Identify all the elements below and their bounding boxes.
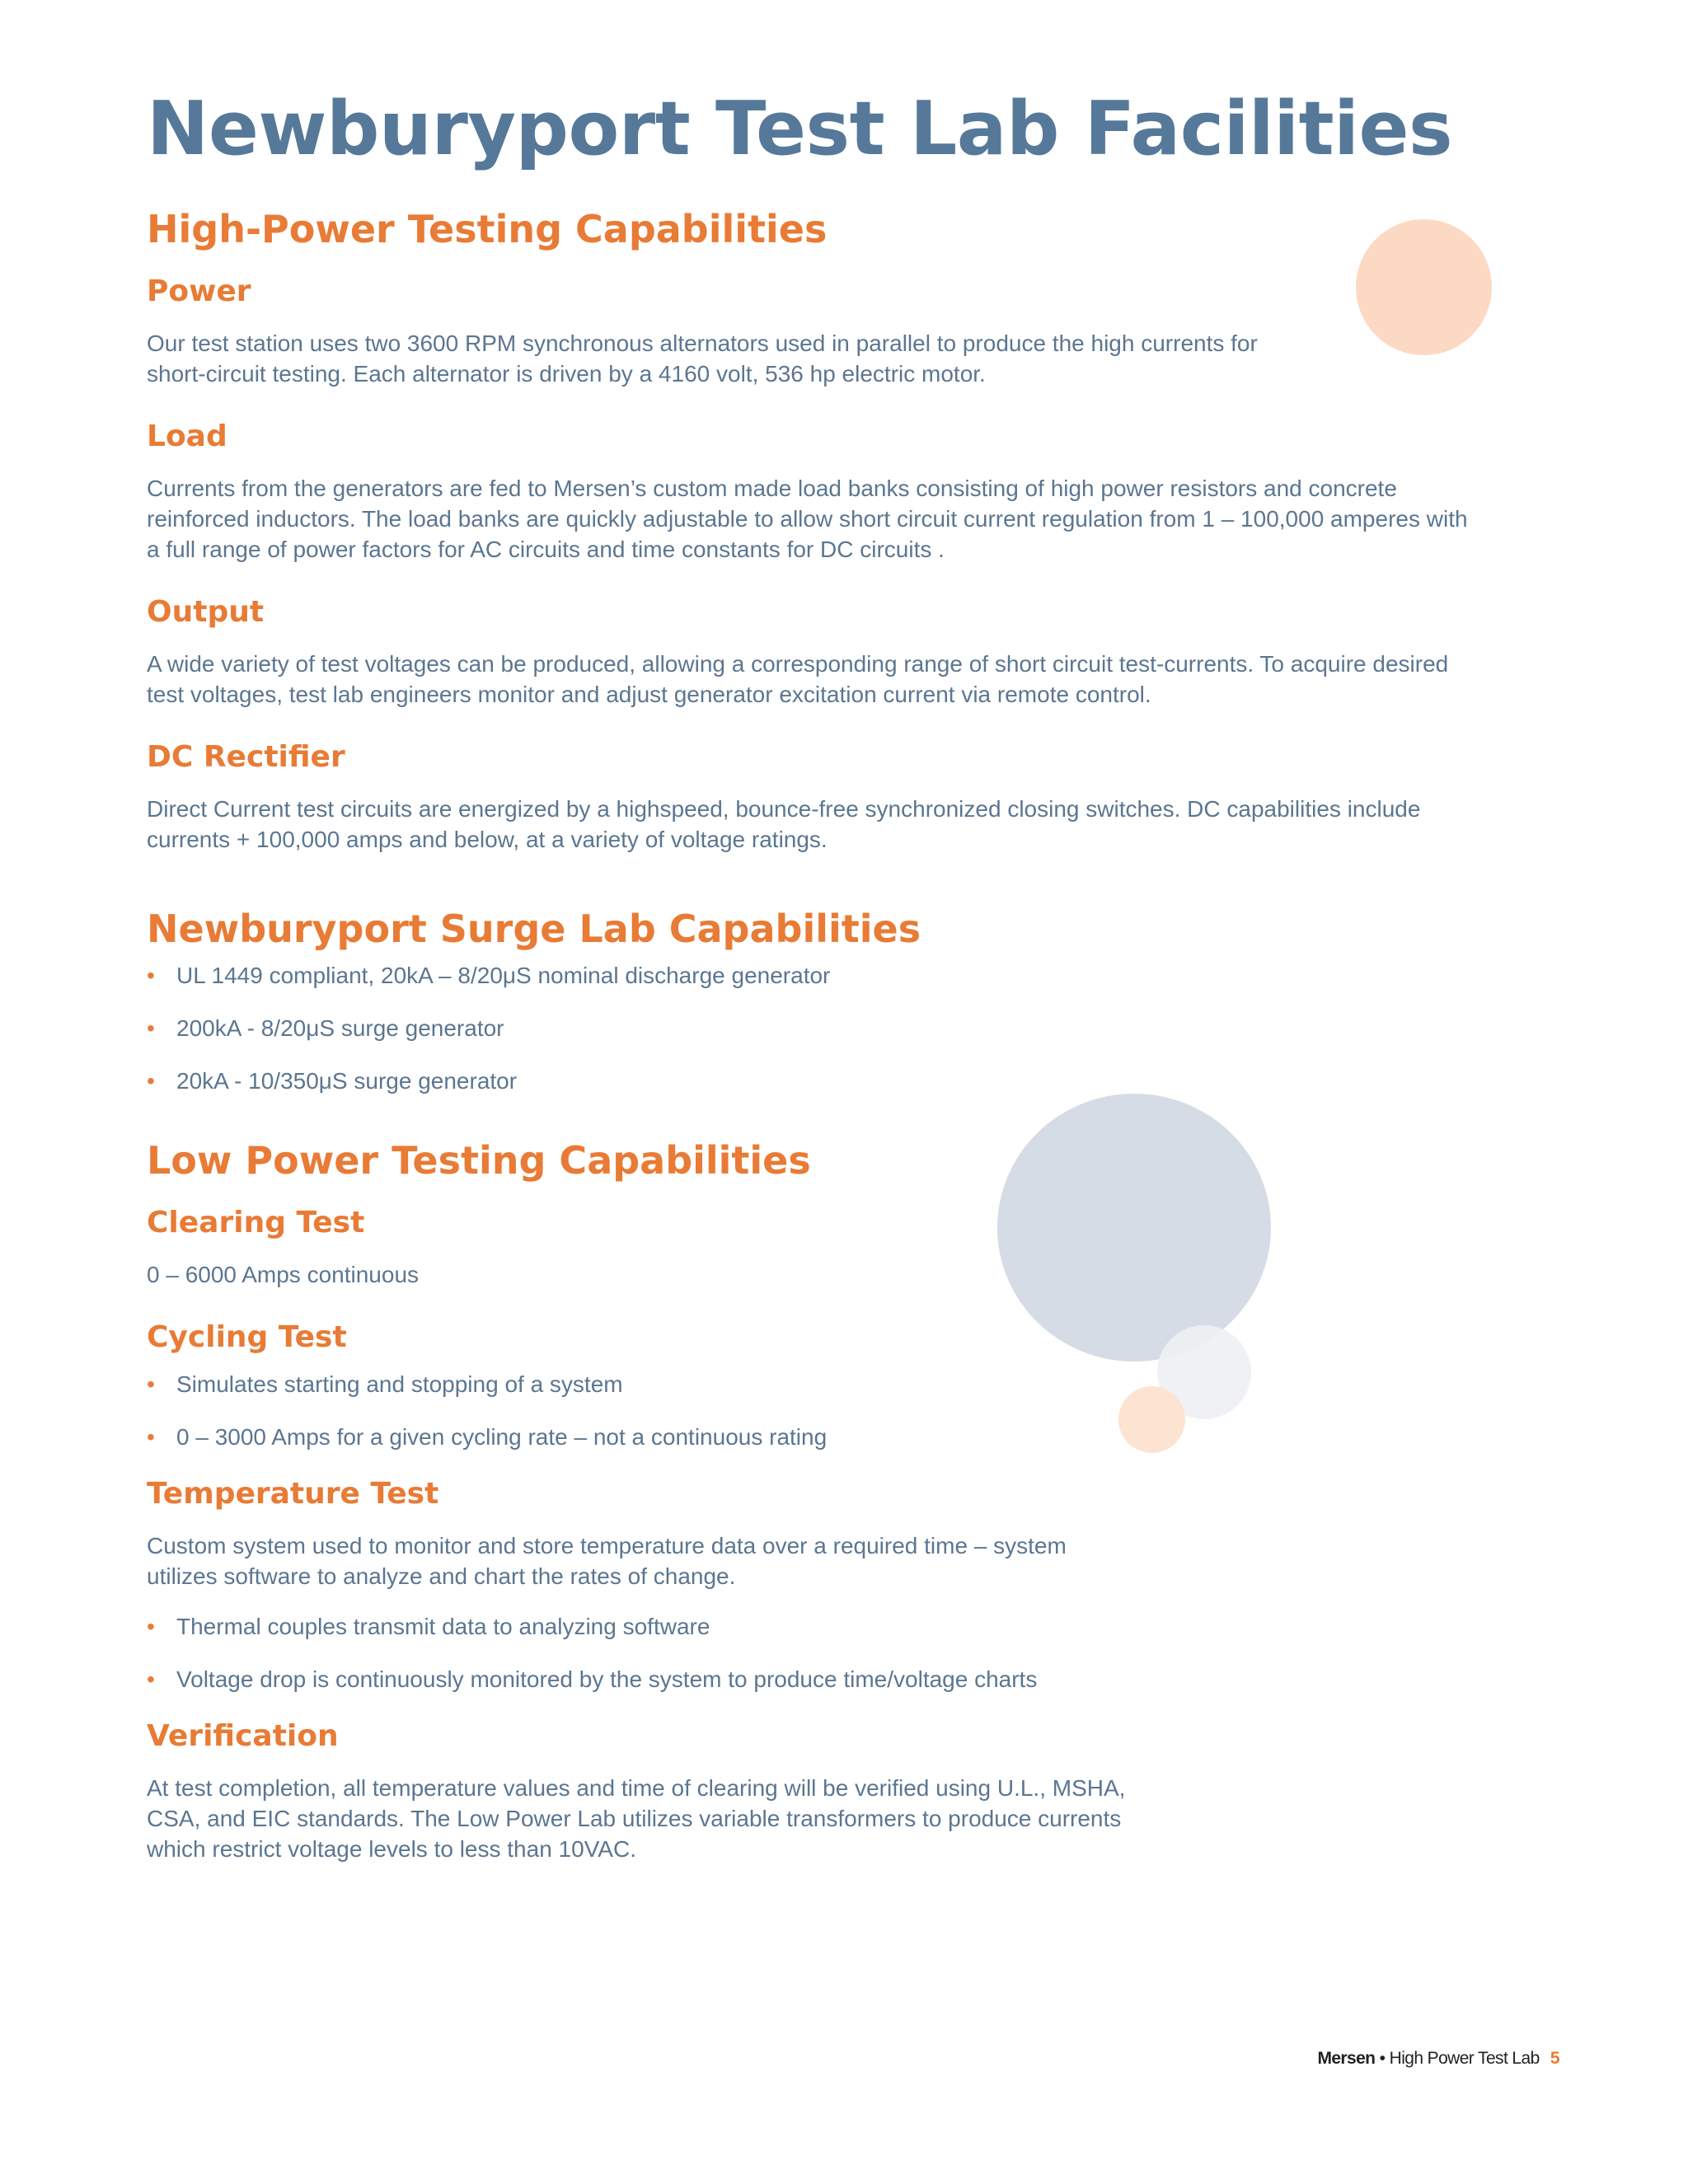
verification-text-line-1: At test completion, all temperature values and time of clearing will be verified using U.L., MSHA, xyxy=(147,1775,1126,1801)
main-content xyxy=(147,76,1564,1864)
load-title: Load xyxy=(147,419,227,453)
load-text-line-1: Currents from the generators are fed to Mersen’s custom made load banks consisting of high power resistors and concrete xyxy=(147,476,1397,501)
bullet-icon: • xyxy=(147,1068,155,1094)
dc-text-line-1: Direct Current test circuits are energized by a highspeed, bounce-free synchronized closing switches. DC capabilities include xyxy=(147,796,1421,822)
list-item: • Thermal couples transmit data to analyzing software xyxy=(147,1611,1564,1642)
low-power-section xyxy=(147,1136,1564,1864)
output-text-line-2: test voltages, test lab engineers monitor and adjust generator excitation current via remote control. xyxy=(147,682,1151,707)
load-text-line-2: reinforced inductors. The load banks are quickly adjustable to allow short circuit current regulation from 1 – 100,000 amperes with xyxy=(147,506,1468,532)
verification-text-line-2: CSA, and EIC standards. The Low Power Lab utilizes variable transformers to produce currents xyxy=(147,1806,1122,1831)
list-item: • UL 1449 compliant, 20kA – 8/20μS nominal discharge generator xyxy=(147,960,1564,991)
list-item: • 0 – 3000 Amps for a given cycling rate – not a continuous rating xyxy=(147,1422,1564,1452)
bullet-icon: • xyxy=(147,963,155,988)
cycling-test-title: Cycling Test xyxy=(147,1320,347,1354)
list-item: • Simulates starting and stopping of a system xyxy=(147,1369,1564,1399)
bullet-icon: • xyxy=(147,1424,155,1450)
surge-section xyxy=(147,904,1564,1096)
dc-rectifier-text xyxy=(147,794,1564,855)
footer-label: High Power Test Lab xyxy=(1389,2049,1540,2068)
output-title: Output xyxy=(147,595,265,629)
high-power-section xyxy=(147,204,1564,855)
dc-rectifier-title: DC Rectifier xyxy=(147,740,345,774)
power-title: Power xyxy=(147,274,251,308)
footer-brand: Mersen xyxy=(1317,2049,1376,2068)
load-text-line-3: a full range of power factors for AC circuits and time constants for DC circuits . xyxy=(147,537,945,562)
surge-list xyxy=(147,960,1564,1096)
output-text xyxy=(147,649,1564,710)
page-footer xyxy=(1317,2047,1559,2070)
high-power-title: High-Power Testing Capabilities xyxy=(147,207,828,251)
temperature-test-text xyxy=(147,1530,1564,1591)
clearing-test-text: 0 – 6000 Amps continuous xyxy=(147,1262,420,1287)
dc-text-line-2: currents + 100,000 amps and below, at a variety of voltage ratings. xyxy=(147,827,828,852)
temperature-text-line-2: utilizes software to analyze and chart the rates of change. xyxy=(147,1563,736,1589)
page-title: Newburyport Test Lab Facilities xyxy=(147,86,1453,172)
load-text xyxy=(147,473,1564,565)
list-item: • 200kA - 8/20μS surge generator xyxy=(147,1013,1564,1043)
power-text xyxy=(147,328,1564,389)
bullet-icon: • xyxy=(147,1614,155,1639)
cycling-test-list xyxy=(147,1369,1564,1452)
footer-separator: • xyxy=(1379,2049,1386,2068)
page-number: 5 xyxy=(1550,2049,1559,2068)
verification-text xyxy=(147,1773,1564,1864)
power-text-line-2: short-circuit testing. Each alternator is driven by a 4160 volt, 536 hp electric motor. xyxy=(147,361,986,387)
power-text-line-1: Our test station uses two 3600 RPM synchronous alternators used in parallel to produce the high currents for xyxy=(147,330,1258,356)
list-item: • Voltage drop is continuously monitored by the system to produce time/voltage charts xyxy=(147,1664,1564,1694)
verification-title: Verification xyxy=(147,1719,339,1753)
surge-title: Newburyport Surge Lab Capabilities xyxy=(147,907,921,951)
bullet-icon: • xyxy=(147,1015,155,1041)
output-text-line-1: A wide variety of test voltages can be produced, allowing a corresponding range of short circuit test-currents. To acquire desired xyxy=(147,651,1449,677)
bullet-icon: • xyxy=(147,1371,155,1397)
temperature-text-line-1: Custom system used to monitor and store temperature data over a required time – system xyxy=(147,1533,1067,1558)
clearing-test-title: Clearing Test xyxy=(147,1206,365,1240)
verification-text-line-3: which restrict voltage levels to less than 10VAC. xyxy=(147,1836,636,1862)
low-power-title: Low Power Testing Capabilities xyxy=(147,1138,811,1183)
list-item: • 20kA - 10/350μS surge generator xyxy=(147,1066,1564,1096)
temperature-test-list xyxy=(147,1611,1564,1694)
temperature-test-title: Temperature Test xyxy=(147,1477,439,1511)
bullet-icon: • xyxy=(147,1666,155,1692)
